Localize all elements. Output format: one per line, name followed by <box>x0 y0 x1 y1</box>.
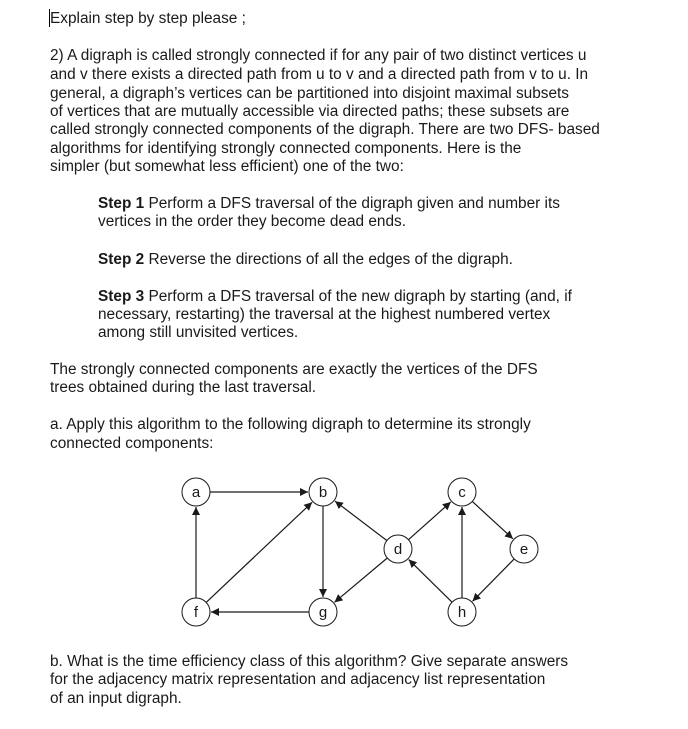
step-text: Perform a DFS traversal of the new digraph by starting (and, if <box>144 288 572 305</box>
conclusion-line: trees obtained during the last traversal. <box>50 379 317 396</box>
paragraph-line: of vertices that are mutually accessible via directed paths; these subsets are <box>50 103 570 120</box>
edge-d-c <box>408 502 450 540</box>
vertex-label-c: c <box>458 484 466 501</box>
edge-d-g <box>334 558 387 602</box>
question-b-line: of an input digraph. <box>50 690 182 707</box>
paragraph-line: called strongly connected components of the digraph. There are two DFS- based <box>50 121 600 138</box>
step-label: Step 1 <box>98 195 145 212</box>
paragraph-line: general, a digraph’s vertices can be partitioned into disjoint maximal subsets <box>50 85 570 102</box>
step-text: Perform a DFS traversal of the digraph given and number its <box>144 195 560 212</box>
step-label: Step 3 <box>98 288 145 305</box>
edge-f-b <box>206 502 312 602</box>
edge-e-h <box>473 559 515 601</box>
conclusion-line: The strongly connected components are exactly the vertices of the DFS <box>50 361 538 378</box>
edge-d-b <box>335 501 387 540</box>
intro-text: Explain step by step please ; <box>50 10 246 27</box>
step-label: Step 2 <box>98 251 145 268</box>
edge-c-e <box>472 501 513 538</box>
vertex-label-f: f <box>193 604 199 621</box>
step-3-cont: among still unvisited vertices. <box>98 324 299 341</box>
paragraph-line: simpler (but somewhat less efficient) one of the two: <box>50 158 404 175</box>
edge-h-d <box>409 560 452 603</box>
vertex-label-d: d <box>393 541 403 558</box>
step-3-cont: necessary, restarting) the traversal at the highest numbered vertex <box>98 306 551 323</box>
paragraph-line: 2) A digraph is called strongly connected if for any pair of two distinct vertices u <box>50 47 587 64</box>
vertex-label-g: g <box>318 604 328 621</box>
step-1-cont: vertices in the order they become dead ends. <box>98 213 406 230</box>
question-b-line: for the adjacency matrix representation and adjacency list representation <box>50 671 546 688</box>
question-b-line: b. What is the time efficiency class of this algorithm? Give separate answers <box>50 653 569 670</box>
vertex-label-a: a <box>191 484 201 501</box>
vertex-label-b: b <box>318 484 328 501</box>
vertex-label-e: e <box>519 541 529 558</box>
paragraph-line: algorithms for identifying strongly connected components. Here is the <box>50 140 522 157</box>
question-a-line: a. Apply this algorithm to the following digraph to determine its strongly <box>50 416 531 433</box>
paragraph-line: and v there exists a directed path from u to v and a directed path from v to u. In <box>50 66 589 83</box>
step-text: Reverse the directions of all the edges of the digraph. <box>144 251 513 268</box>
question-a-line: connected components: <box>50 435 214 452</box>
vertex-label-h: h <box>457 604 467 621</box>
